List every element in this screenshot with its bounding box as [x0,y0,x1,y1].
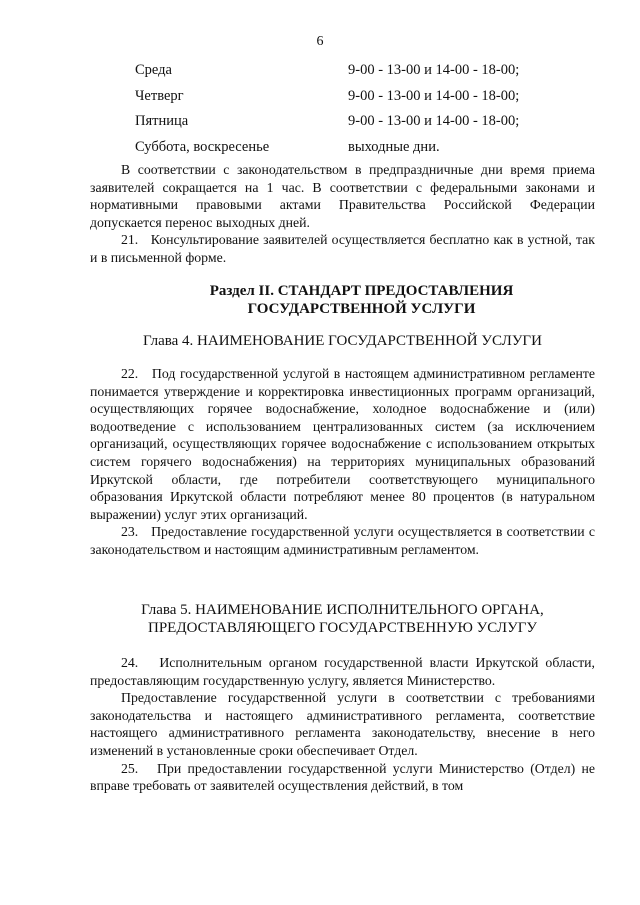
holidays-block [90,161,595,267]
paragraph-25: 25. При предоставлении государственной услуги Министерство (Отдел) не вправе требовать от заявителей осуществления действий, в том [90,760,595,794]
page-number: 6 [316,34,324,49]
paragraph-21: 21. Консультирование заявителей осуществляется бесплатно как в устной, так и в письменной форме. [90,232,595,265]
paragraph-22: 22. Под государственной услугой в настоящем административном регламенте понимается утверждение и корректировка инвестиционных программ организаций, осуществляющих горячее водоснабжение, холодное водоснабжение и (или) водоотведение с использованием централизованных систем (за исключением организаций, осуществляющих горячее водоснабжение с использованием открытых систем горячего водоснабжения) на территориях муниципальных образований Иркутской области, где потребители соответствующего муниципального образования Иркутской области потребляют менее 80 процентов (в натуральном выражении) услуг этих организаций. [90,366,595,522]
paragraph-23: 23. Предоставление государственной услуги осуществляется в соответствии с законодательством и настоящим административным регламентом. [90,524,595,557]
chapter-4-body [90,365,595,559]
schedule-hours: 9-00 - 13-00 и 14-00 - 18-00; [348,87,520,104]
paragraph-24-continued: Предоставление государственной услуги в соответствии с требованиями законодательства и настоящего административного регламента, соответствие настоящего административного регламента законодательству, внесение в него изменений в установленные сроки обеспечивает Отдел. [90,690,595,758]
schedule-day: Суббота, воскресенье [135,138,270,155]
schedule-row [118,113,598,139]
section-heading-line-2: ГОСУДАРСТВЕННОЙ УСЛУГИ [247,301,476,317]
chapter-4-title: Глава 4. НАИМЕНОВАНИЕ ГОСУДАРСТВЕННОЙ УСЛУГИ [143,333,542,349]
schedule-hours: выходные дни. [348,138,440,155]
schedule-day: Пятница [135,113,189,129]
chapter-5-title-line-1: Глава 5. НАИМЕНОВАНИЕ ИСПОЛНИТЕЛЬНОГО ОРГАНА, [141,602,544,618]
schedule-row [118,62,598,88]
chapter-5-title-line-2: ПРЕДОСТАВЛЯЮЩЕГО ГОСУДАРСТВЕННУЮ УСЛУГУ [148,620,537,636]
schedule-row [118,88,598,114]
chapter-5-body [90,654,595,795]
schedule-table [118,62,598,164]
schedule-hours: 9-00 - 13-00 и 14-00 - 18-00; [348,62,520,78]
chapter-4-heading [90,332,595,350]
paragraph-holidays: В соответствии с законодательством в предпраздничные дни время приема заявителей сокращается на 1 час. В соответствии с федеральными законами и нормативными правовыми актами Правительства Российской Федерации допускается перенос выходных дней. [90,162,595,230]
schedule-day: Четверг [135,87,184,104]
section-heading-line-1: Раздел II. СТАНДАРТ ПРЕДОСТАВЛЕНИЯ [209,283,514,299]
schedule-day: Среда [135,62,172,78]
section-2-heading [90,282,595,318]
paragraph-24: 24. Исполнительным органом государственной власти Иркутской области, предоставляющим государственную услугу, является Министерство. [90,655,595,688]
schedule-hours: 9-00 - 13-00 и 14-00 - 18-00; [348,113,520,129]
chapter-5-heading [90,601,595,637]
